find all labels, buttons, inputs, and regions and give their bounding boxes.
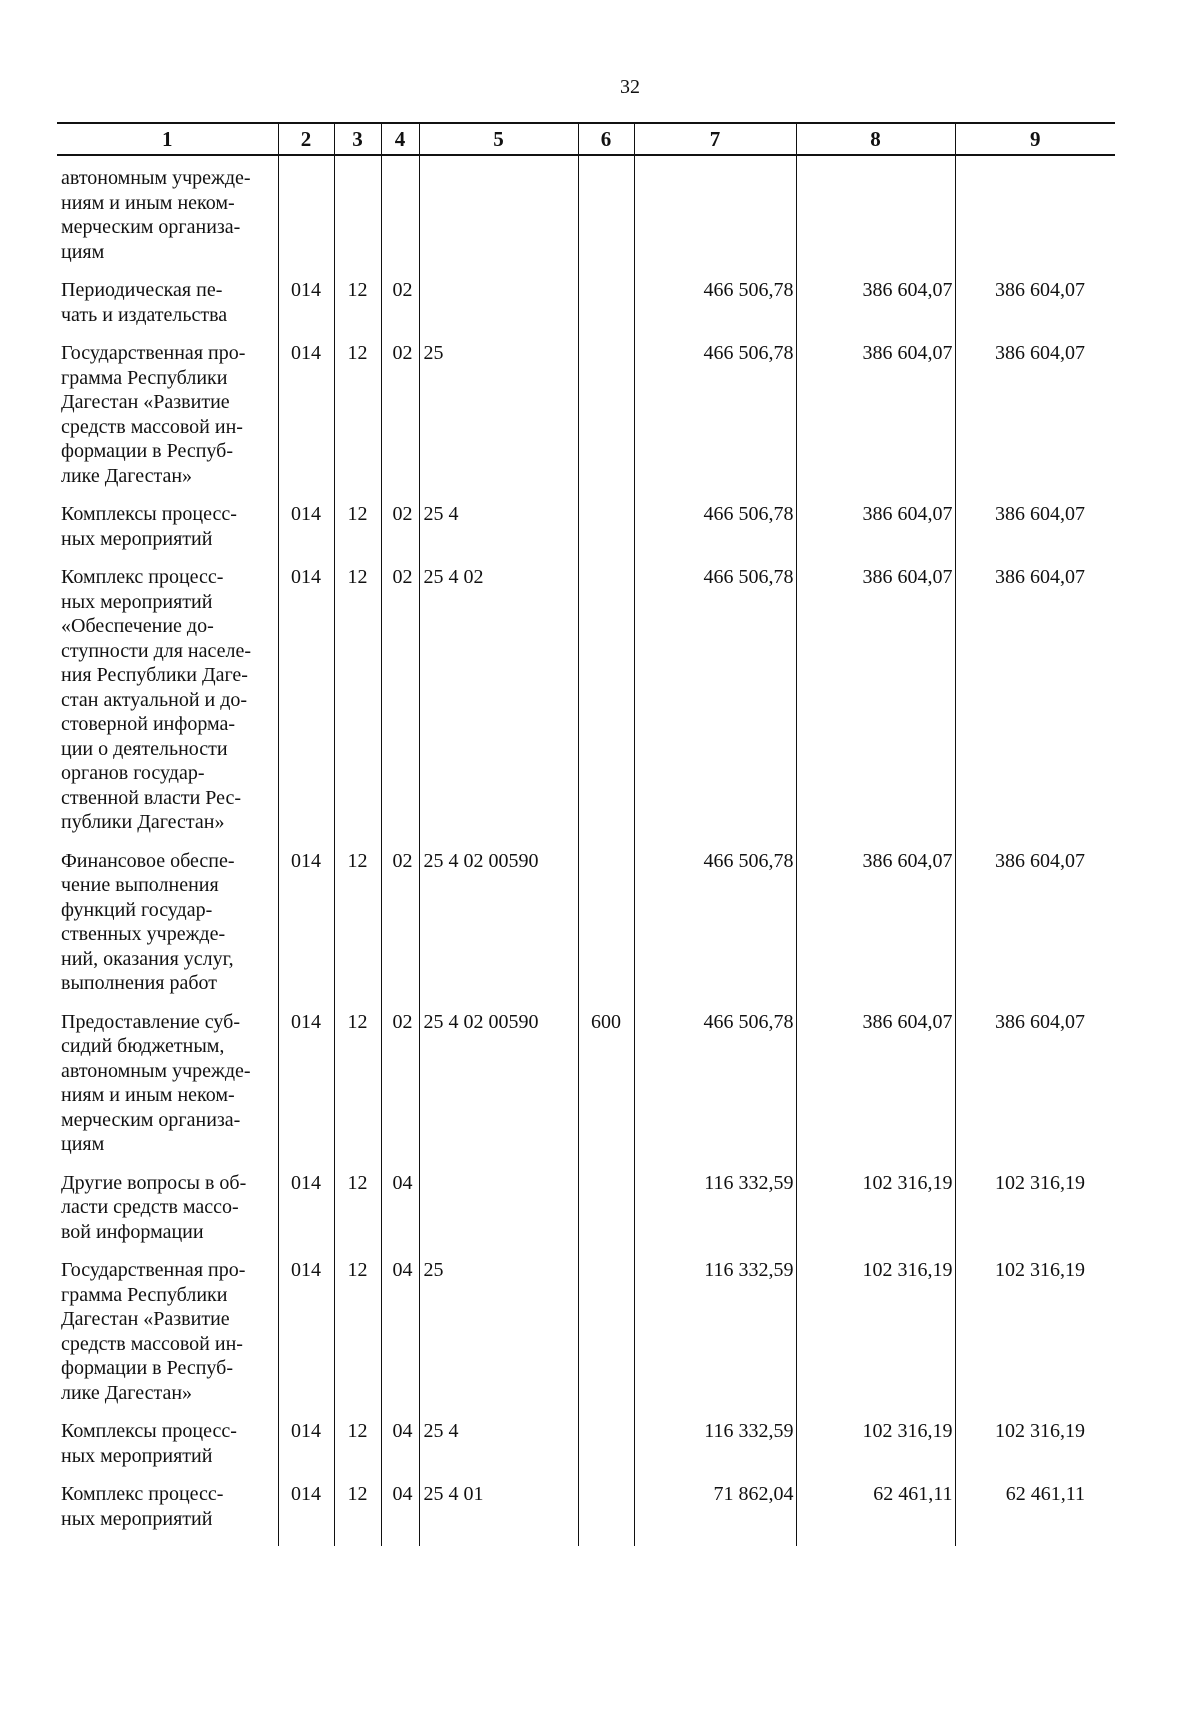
item-name-line: автономным учрежде- [61, 167, 251, 189]
ministry-code-cell: 014 [278, 1258, 334, 1419]
expense-type-cell [578, 155, 634, 278]
item-name-line: ний, оказания услуг, [61, 947, 234, 970]
item-name-line: органов государ- [61, 762, 205, 784]
item-name-line: стоверной информа- [61, 713, 236, 735]
subsection-cell: 02 [381, 341, 419, 502]
amount-col8-cell: 102 316,19 [796, 1419, 955, 1482]
subsection-cell: 02 [381, 1010, 419, 1171]
table-row [57, 502, 1115, 565]
amount-col8-cell: 386 604,07 [796, 278, 955, 341]
target-article-cell [419, 1171, 578, 1259]
item-name-line: формации в Респуб- [61, 1357, 233, 1379]
expense-type-cell [578, 1258, 634, 1419]
item-name-cell [57, 565, 278, 849]
expense-type-cell [578, 502, 634, 565]
item-name-line: Дагестан «Развитие [61, 391, 230, 413]
item-name-line: ственной власти Рес- [61, 786, 242, 809]
ministry-code-cell: 014 [278, 1419, 334, 1482]
item-name-cell [57, 849, 278, 1010]
ministry-code-cell [278, 155, 334, 278]
subsection-cell: 02 [381, 565, 419, 849]
section-cell: 12 [334, 849, 381, 1010]
item-name-line: Государственная про- [61, 1259, 246, 1281]
item-name-line: «Обеспечение до- [61, 615, 214, 637]
amount-col8-cell: 386 604,07 [796, 1010, 955, 1171]
item-name-line: вой информации [61, 1220, 204, 1243]
item-name-cell [57, 341, 278, 502]
expense-type-cell [578, 565, 634, 849]
ministry-code-cell: 014 [278, 278, 334, 341]
column-header: 9 [955, 123, 1115, 155]
column-header: 3 [334, 123, 381, 155]
item-name-line: Государственная про- [61, 342, 246, 364]
expense-type-cell [578, 341, 634, 502]
item-name-cell [57, 1482, 278, 1546]
item-name-line: циям [61, 1133, 105, 1155]
table-row [57, 849, 1115, 1010]
column-header: 5 [419, 123, 578, 155]
item-name-line: публики Дагестан» [61, 811, 225, 833]
target-article-cell: 25 4 02 00590 [419, 849, 578, 1010]
ministry-code-cell: 014 [278, 341, 334, 502]
item-name-cell [57, 502, 278, 565]
item-name-line: Дагестан «Развитие [61, 1308, 230, 1330]
item-name-cell [57, 1419, 278, 1482]
table-body [57, 155, 1115, 1546]
item-name-line: ных мероприятий [61, 590, 213, 613]
item-name-line: ственных учрежде- [61, 923, 226, 945]
item-name-line: Комплексы процесс- [61, 503, 237, 525]
amount-col7-cell [634, 155, 796, 278]
amount-col9-cell: 386 604,07 [955, 502, 1115, 565]
amount-col8-cell [796, 155, 955, 278]
item-name-line: грамма Республики [61, 366, 228, 389]
item-name-line: средств массовой ин- [61, 415, 243, 438]
item-name-line: функций государ- [61, 898, 213, 921]
amount-col7-cell: 466 506,78 [634, 1010, 796, 1171]
target-article-cell [419, 155, 578, 278]
amount-col7-cell: 116 332,59 [634, 1258, 796, 1419]
column-header: 7 [634, 123, 796, 155]
subsection-cell: 02 [381, 849, 419, 1010]
section-cell: 12 [334, 341, 381, 502]
table-row [57, 155, 1115, 278]
target-article-cell: 25 4 02 [419, 565, 578, 849]
table-row [57, 1482, 1115, 1546]
item-name-line: ступности для населе- [61, 639, 252, 662]
item-name-line: ниям и иным неком- [61, 191, 235, 214]
item-name-line: ных мероприятий [61, 1507, 213, 1530]
ministry-code-cell: 014 [278, 1171, 334, 1259]
item-name-line: выполнения работ [61, 972, 218, 994]
ministry-code-cell: 014 [278, 502, 334, 565]
item-name-line: автономным учрежде- [61, 1059, 251, 1082]
subsection-cell: 04 [381, 1171, 419, 1259]
budget-table [57, 122, 1115, 1546]
ministry-code-cell: 014 [278, 1482, 334, 1546]
amount-col9-cell [955, 155, 1115, 278]
item-name-line: ных мероприятий [61, 527, 213, 550]
item-name-line: сидий бюджетным, [61, 1035, 225, 1057]
amount-col9-cell: 386 604,07 [955, 341, 1115, 502]
section-cell: 12 [334, 1419, 381, 1482]
item-name-line: Периодическая пе- [61, 279, 223, 301]
item-name-line: формации в Респуб- [61, 440, 233, 462]
expense-type-cell [578, 1482, 634, 1546]
subsection-cell: 04 [381, 1258, 419, 1419]
amount-col8-cell: 386 604,07 [796, 341, 955, 502]
item-name-cell [57, 155, 278, 278]
section-cell: 12 [334, 278, 381, 341]
table-row [57, 341, 1115, 502]
amount-col7-cell: 71 862,04 [634, 1482, 796, 1546]
item-name-line: лике Дагестан» [61, 464, 193, 487]
section-cell: 12 [334, 565, 381, 849]
section-cell: 12 [334, 1171, 381, 1259]
column-header: 8 [796, 123, 955, 155]
target-article-cell: 25 [419, 1258, 578, 1419]
item-name-line: чать и издательства [61, 303, 228, 326]
item-name-line: средств массовой ин- [61, 1332, 243, 1355]
table-row [57, 1171, 1115, 1259]
page-number: 32 [620, 76, 640, 98]
item-name-line: Комплекс процесс- [61, 566, 224, 588]
item-name-line: Комплекс процесс- [61, 1483, 224, 1505]
amount-col9-cell: 386 604,07 [955, 849, 1115, 1010]
ministry-code-cell: 014 [278, 849, 334, 1010]
expense-type-cell [578, 849, 634, 1010]
column-header: 6 [578, 123, 634, 155]
target-article-cell [419, 278, 578, 341]
amount-col7-cell: 116 332,59 [634, 1419, 796, 1482]
amount-col7-cell: 466 506,78 [634, 341, 796, 502]
item-name-cell [57, 1010, 278, 1171]
amount-col8-cell: 102 316,19 [796, 1171, 955, 1259]
item-name-line: Предоставление суб- [61, 1010, 240, 1033]
expense-type-cell [578, 1419, 634, 1482]
column-header: 1 [57, 123, 278, 155]
item-name-line: циям [61, 240, 105, 263]
column-header: 4 [381, 123, 419, 155]
expense-type-cell [578, 278, 634, 341]
table-row [57, 1419, 1115, 1482]
table-row [57, 1258, 1115, 1419]
column-header: 2 [278, 123, 334, 155]
amount-col9-cell: 386 604,07 [955, 278, 1115, 341]
item-name-line: чение выполнения [61, 874, 219, 896]
target-article-cell: 25 [419, 341, 578, 502]
amount-col8-cell: 386 604,07 [796, 565, 955, 849]
expense-type-cell [578, 1171, 634, 1259]
item-name-cell [57, 1258, 278, 1419]
amount-col9-cell: 386 604,07 [955, 565, 1115, 849]
amount-col8-cell: 386 604,07 [796, 849, 955, 1010]
subsection-cell: 04 [381, 1419, 419, 1482]
header-row [57, 123, 1115, 155]
target-article-cell: 25 4 [419, 1419, 578, 1482]
section-cell: 12 [334, 502, 381, 565]
ministry-code-cell: 014 [278, 565, 334, 849]
amount-col9-cell: 386 604,07 [955, 1010, 1115, 1171]
item-name-line: лике Дагестан» [61, 1381, 193, 1404]
amount-col7-cell: 466 506,78 [634, 278, 796, 341]
item-name-line: ласти средств массо- [61, 1196, 239, 1218]
amount-col7-cell: 466 506,78 [634, 565, 796, 849]
item-name-line: ных мероприятий [61, 1444, 213, 1467]
item-name-line: ниям и иным неком- [61, 1084, 235, 1106]
subsection-cell [381, 155, 419, 278]
section-cell: 12 [334, 1482, 381, 1546]
amount-col9-cell: 102 316,19 [955, 1419, 1115, 1482]
item-name-line: мерческим организа- [61, 216, 241, 238]
item-name-line: Финансовое обеспе- [61, 849, 235, 872]
target-article-cell: 25 4 02 00590 [419, 1010, 578, 1171]
table-row [57, 278, 1115, 341]
target-article-cell: 25 4 [419, 502, 578, 565]
item-name-line: мерческим организа- [61, 1108, 241, 1131]
table-row [57, 1010, 1115, 1171]
expense-type-cell: 600 [578, 1010, 634, 1171]
item-name-line: грамма Республики [61, 1283, 228, 1306]
subsection-cell: 02 [381, 278, 419, 341]
subsection-cell: 02 [381, 502, 419, 565]
section-cell [334, 155, 381, 278]
amount-col7-cell: 116 332,59 [634, 1171, 796, 1259]
item-name-line: ния Республики Даге- [61, 664, 248, 686]
item-name-line: ции о деятельности [61, 737, 228, 760]
section-cell: 12 [334, 1258, 381, 1419]
amount-col7-cell: 466 506,78 [634, 849, 796, 1010]
section-cell: 12 [334, 1010, 381, 1171]
item-name-line: стан актуальной и до- [61, 688, 248, 711]
target-article-cell: 25 4 01 [419, 1482, 578, 1546]
amount-col9-cell: 102 316,19 [955, 1258, 1115, 1419]
table-row [57, 565, 1115, 849]
amount-col8-cell: 62 461,11 [796, 1482, 955, 1546]
item-name-cell [57, 278, 278, 341]
item-name-line: Комплексы процесс- [61, 1420, 237, 1442]
amount-col7-cell: 466 506,78 [634, 502, 796, 565]
amount-col9-cell: 62 461,11 [955, 1482, 1115, 1546]
ministry-code-cell: 014 [278, 1010, 334, 1171]
amount-col8-cell: 386 604,07 [796, 502, 955, 565]
subsection-cell: 04 [381, 1482, 419, 1546]
amount-col8-cell: 102 316,19 [796, 1258, 955, 1419]
item-name-cell [57, 1171, 278, 1259]
amount-col9-cell: 102 316,19 [955, 1171, 1115, 1259]
item-name-line: Другие вопросы в об- [61, 1171, 247, 1194]
